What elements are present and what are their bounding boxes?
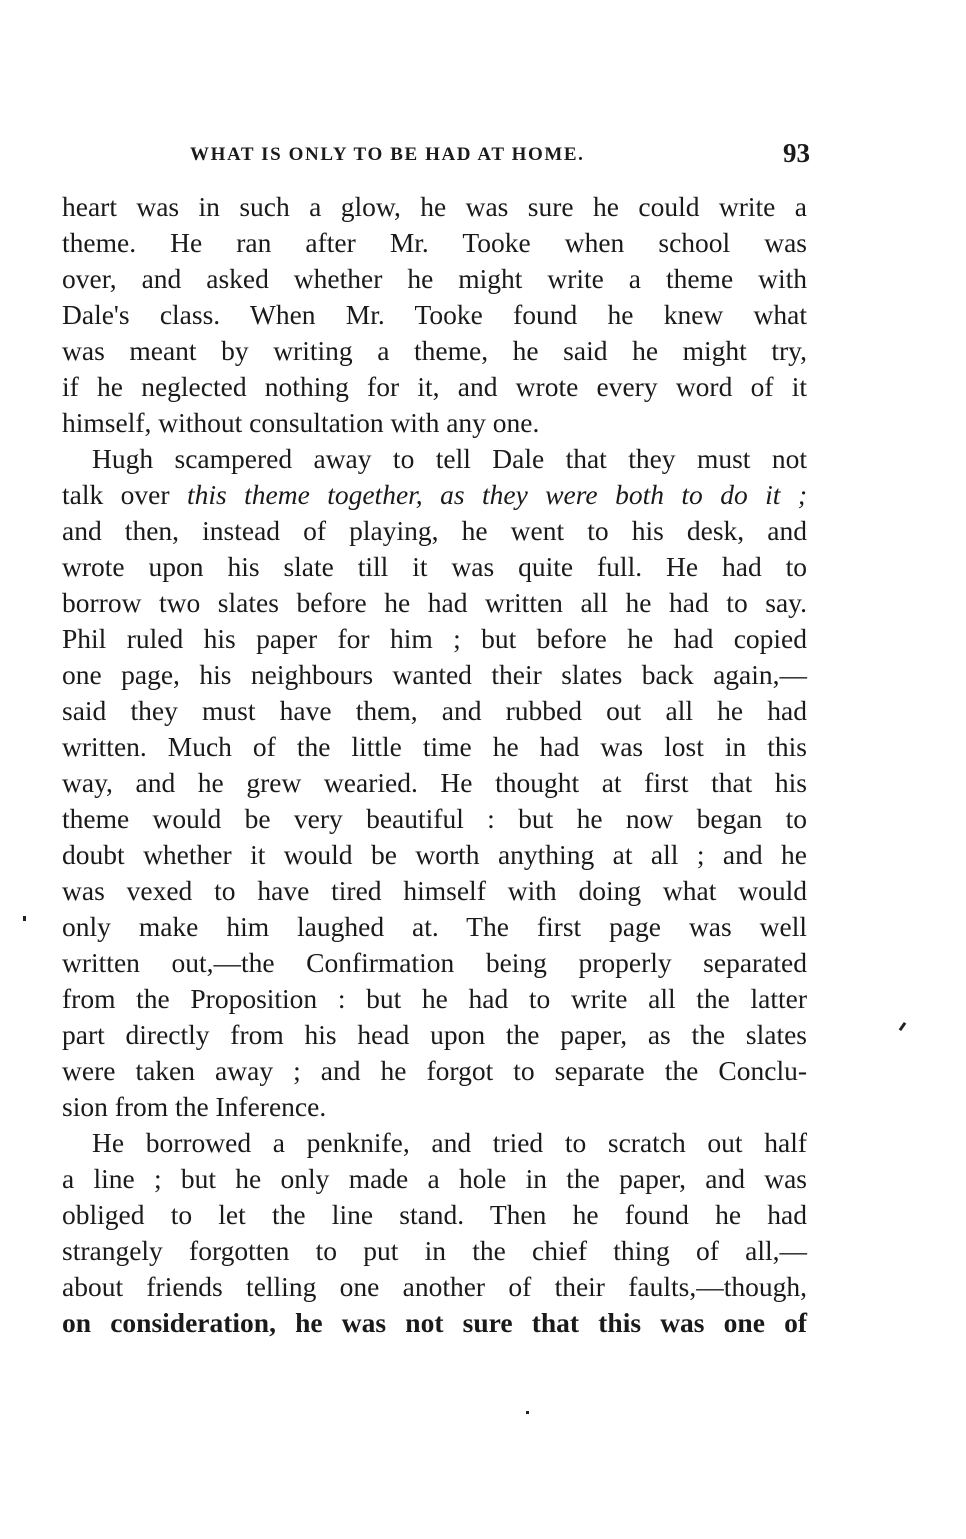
roman-run: talk over [62, 479, 170, 510]
text-line: if he neglected nothing for it, and wrote every word of it [62, 371, 807, 402]
text-line: way, and he grew wearied. He thought at first that his [62, 767, 807, 798]
text-line: He borrowed a penknife, and tried to scratch out half [92, 1127, 807, 1158]
body-text [62, 189, 807, 1341]
italic-run: this theme together, as they were both to do it ; [169, 479, 807, 510]
text-line: heart was in such a glow, he was sure he could write a [62, 191, 807, 222]
text-line: obliged to let the line stand. Then he found he had [62, 1199, 807, 1230]
text-line: Phil ruled his paper for him ; but before he had copied [62, 623, 807, 654]
text-line: Dale's class. When Mr. Tooke found he knew what [62, 299, 807, 330]
text-line: was vexed to have tired himself with doing what would [62, 875, 807, 906]
text-line: wrote upon his slate till it was quite full. He had to [62, 551, 807, 582]
print-speck [23, 916, 26, 921]
text-line: borrow two slates before he had written all he had to say. [62, 587, 807, 618]
text-line: was meant by writing a theme, he said he might try, [62, 335, 807, 366]
text-line: over, and asked whether he might write a theme with [62, 263, 807, 294]
print-speck [526, 1411, 529, 1414]
text-line: on consideration, he was not sure that this was one of [62, 1307, 807, 1338]
text-line: doubt whether it would be worth anything at all ; and he [62, 839, 807, 870]
text-line: only make him laughed at. The first page was well [62, 911, 807, 942]
text-line: from the Proposition : but he had to write all the latter [62, 983, 807, 1014]
running-title: WHAT IS ONLY TO BE HAD AT HOME. [190, 144, 585, 165]
text-line: strangely forgotten to put in the chief thing of all,— [62, 1235, 807, 1266]
text-line: a line ; but he only made a hole in the paper, and was [62, 1163, 807, 1194]
text-line: one page, his neighbours wanted their slates back again,— [62, 659, 807, 690]
text-line: sion from the Inference. [62, 1091, 327, 1122]
running-head [62, 138, 810, 178]
text-line: himself, without consultation with any one. [62, 407, 540, 438]
text-line: part directly from his head upon the paper, as the slates [62, 1019, 807, 1050]
text-line: and then, instead of playing, he went to his desk, and [62, 515, 807, 546]
text-line: said they must have them, and rubbed out all he had [62, 695, 807, 726]
text-line: written. Much of the little time he had was lost in this [62, 731, 807, 762]
text-line: theme would be very beautiful : but he now began to [62, 803, 807, 834]
print-speck [899, 1022, 907, 1031]
text-line-with-italics [62, 477, 807, 513]
text-line: about friends telling one another of their faults,—though, [62, 1271, 807, 1302]
page-number: 93 [783, 138, 810, 168]
text-line: were taken away ; and he forgot to separate the Conclu- [62, 1055, 807, 1086]
text-line: written out,—the Confirmation being properly separated [62, 947, 807, 978]
text-line: Hugh scampered away to tell Dale that they must not [92, 443, 807, 474]
text-line: theme. He ran after Mr. Tooke when school was [62, 227, 807, 258]
